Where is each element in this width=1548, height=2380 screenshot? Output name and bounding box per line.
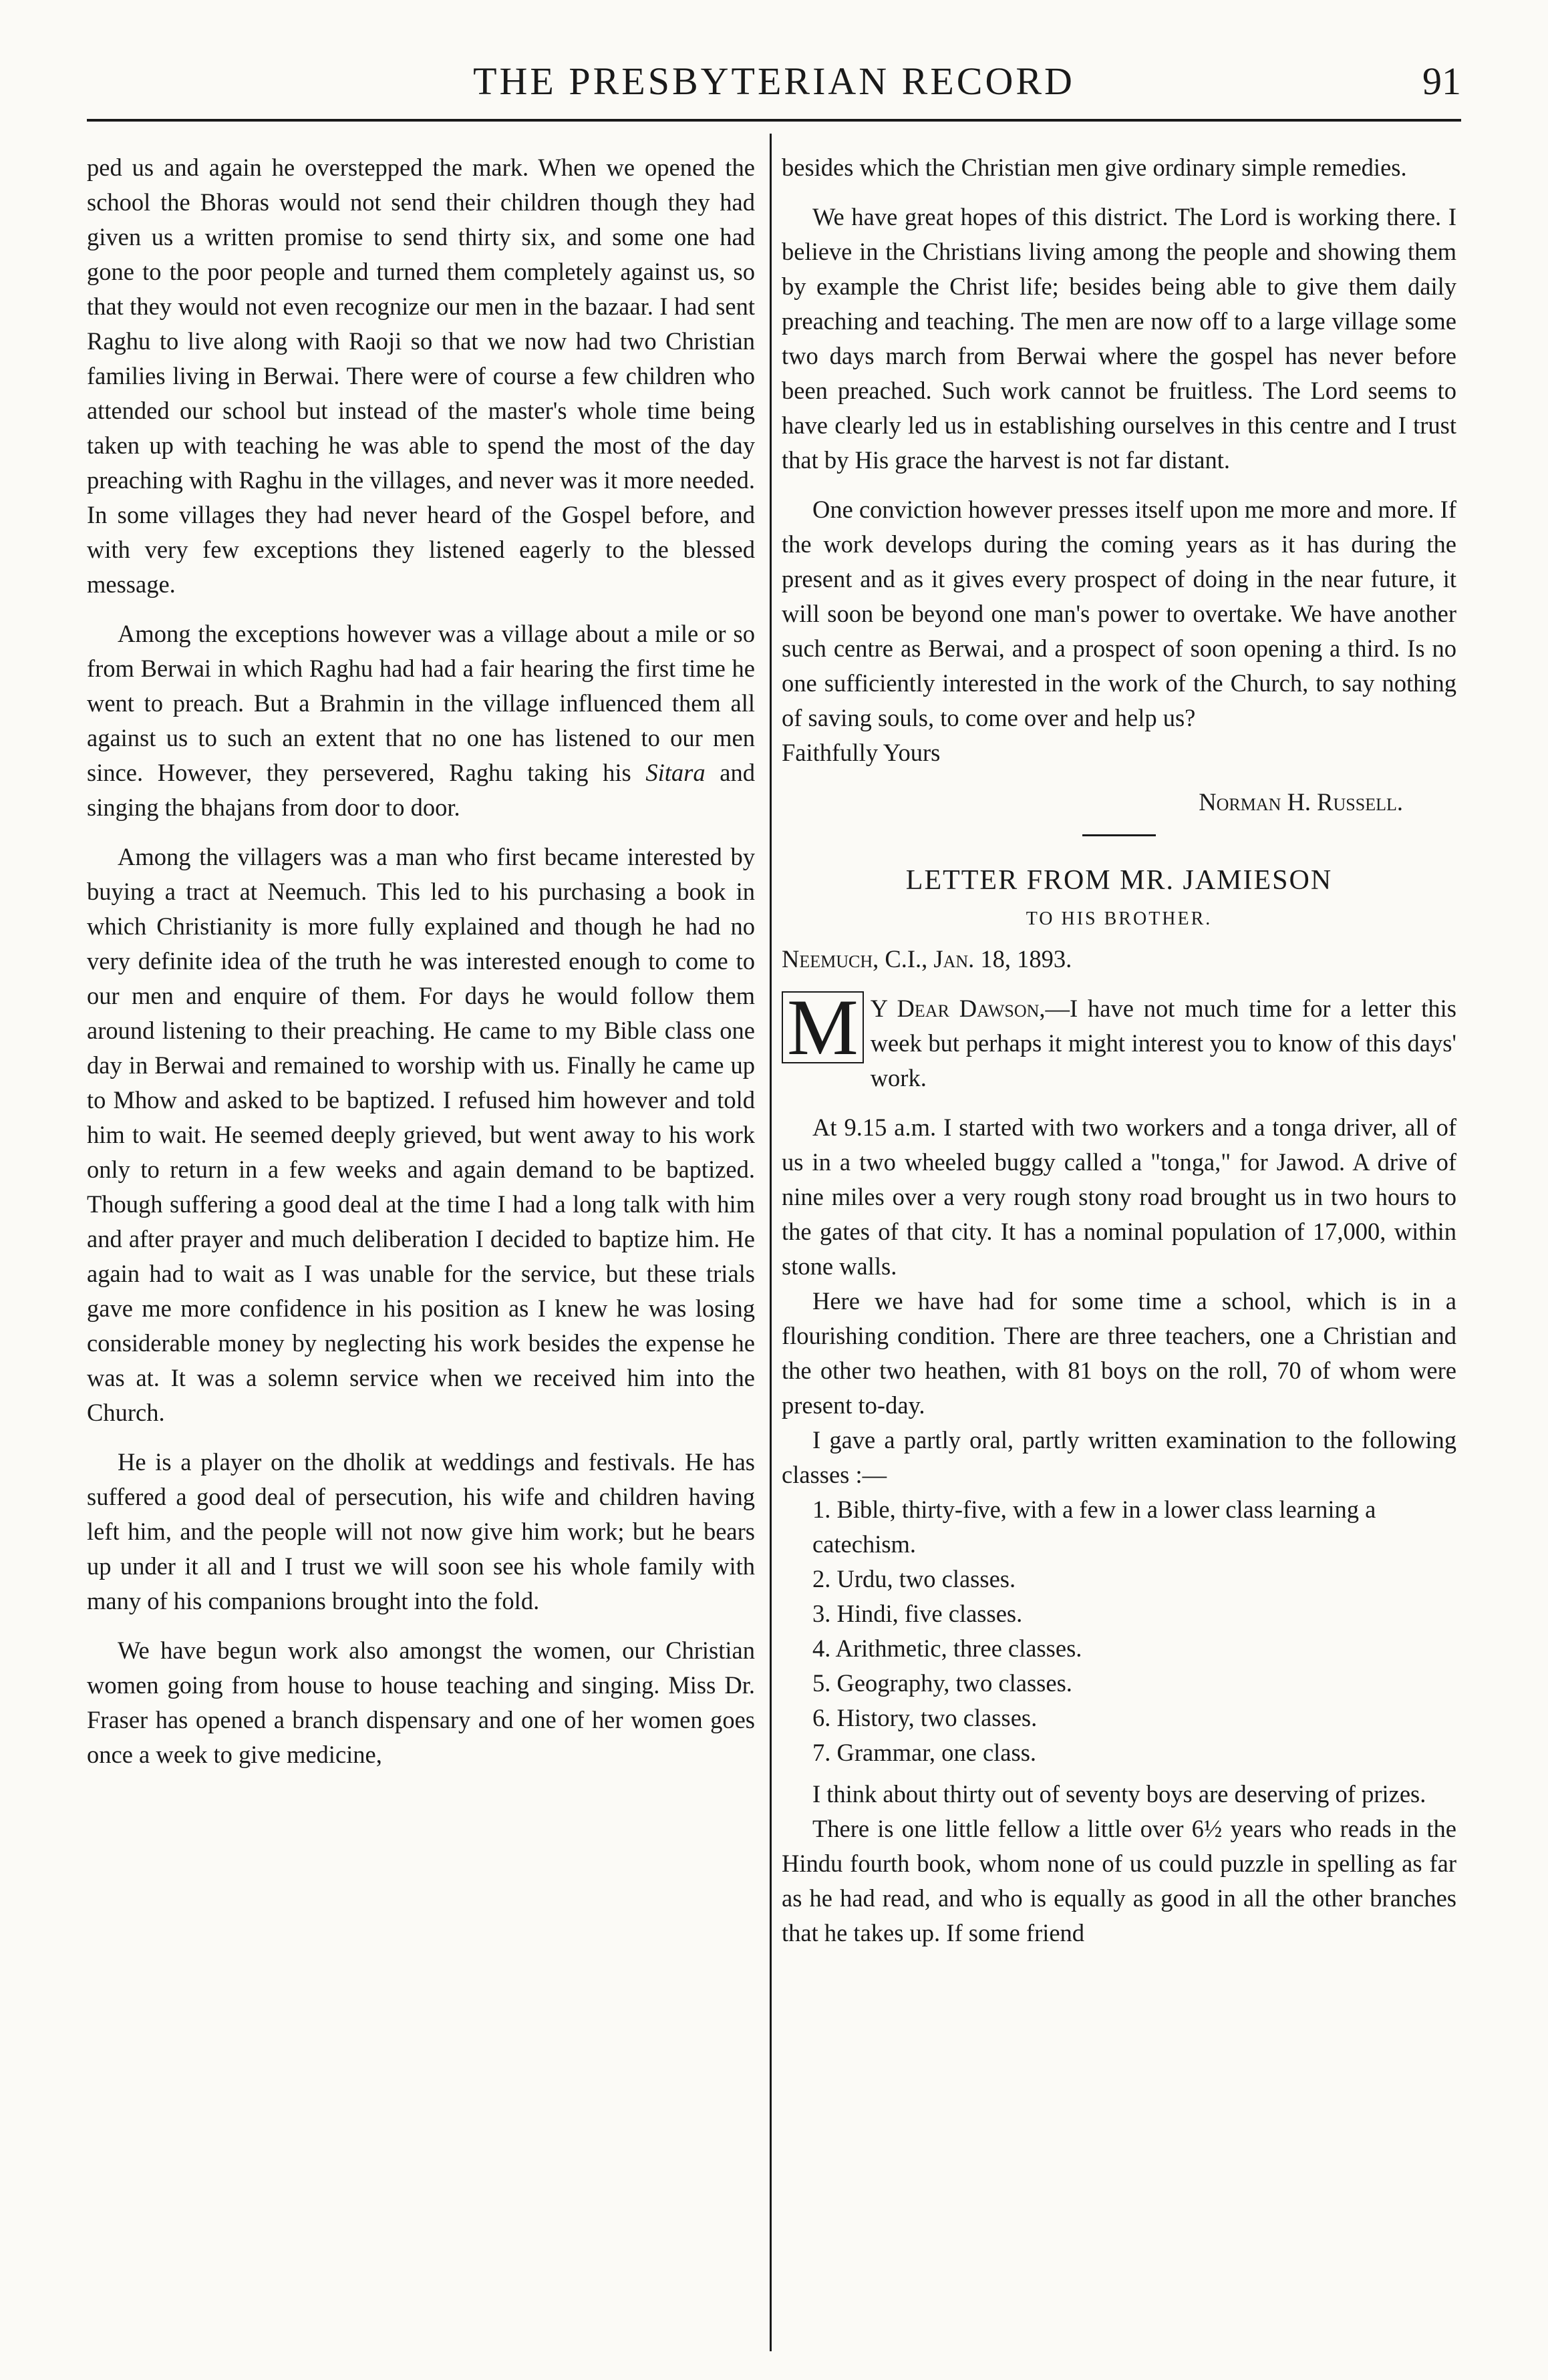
- letter-title: LETTER FROM MR. JAMIESON: [905, 865, 1333, 896]
- paragraph: We have great hopes of this district. The Lord is working there. I believe in the Christians living among the people and showing them by example the Christ life; besides being able to give them daily preaching and teaching. The men are now off to a large village some two days march from Berwai where the gospel has never before been preached. Such work cannot be fruitless. The Lord seems to have clearly led us in establishing ourselves in this centre and I trust that by His grace the harvest is not far distant.: [782, 203, 1456, 474]
- paragraph: Here we have had for some time a school, which is in a flourishing condition. There are three teachers, one a Christian and the other two heathen, with 81 boys on the roll, 70 of whom were present to-day.: [782, 1287, 1456, 1419]
- right-column: [782, 150, 1456, 1965]
- paragraph-text: Among the exceptions however was a village about a mile or so from Berwai in which Raghu had had a fair hearing the first time he went to preach. But a Brahmin in the village influenced them all against us to such an extent that no one has listened to our men since. However, they persevered, Raghu taking his: [87, 620, 755, 786]
- paragraph: I gave a partly oral, partly written examination to the following classes :—: [782, 1426, 1456, 1488]
- header-rule: [87, 119, 1461, 122]
- list-item: 1. Bible, thirty-five, with a few in a lower class learning a catechism.: [812, 1496, 1376, 1558]
- list-item: 7. Grammar, one class.: [812, 1739, 1037, 1766]
- paragraph-text: —I have not much time for a letter this week but perhaps it might interest you to know of this days' work.: [870, 995, 1456, 1091]
- section-divider: [1082, 834, 1156, 836]
- letter-subtitle: TO HIS BROTHER.: [1026, 908, 1213, 929]
- list-item: 6. History, two classes.: [812, 1704, 1038, 1731]
- paragraph: I think about thirty out of seventy boys are deserving of prizes.: [812, 1780, 1426, 1808]
- salutation: Y Dear Dawson,: [870, 995, 1046, 1022]
- page-number: 91: [1422, 59, 1461, 103]
- list-item: 5. Geography, two classes.: [812, 1669, 1072, 1697]
- list-item: 4. Arithmetic, three classes.: [812, 1635, 1082, 1662]
- dateline: Neemuch, C.I., Jan. 18, 1893.: [782, 945, 1072, 973]
- column-rule: [770, 134, 772, 2351]
- paragraph: Among the villagers was a man who first became interested by buying a tract at Neemuch. This led to his purchasing a book in which Christianity is more fully explained and though he had no very definite idea of the truth he was interested enough to come to our men and enquire of them. For days he would follow them around listening to their preaching. He came to my Bible class one day in Berwai and remained to worship with us. Finally he came up to Mhow and asked to be baptized. I refused him however and told him to wait. He seemed deeply grieved, but went away to his work only to return in a few weeks and again demand to be baptized. Though suffering a good deal at the time I had a long talk with him and after prayer and much deliberation I decided to baptize him. He again had to wait as I was unable for the service, but these trials gave me more confidence in his position as I knew he was losing considerable money by neglecting his work besides the expense he was at. It was a solemn service when we received him into the Church.: [87, 843, 755, 1426]
- paragraph: There is one little fellow a little over 6½ years who reads in the Hindu fourth book, whom none of us could puzzle in spelling as far as he had read, and who is equally as good in all the other branches that he takes up. If some friend: [782, 1815, 1456, 1946]
- page-header: [87, 59, 1461, 106]
- paragraph: [782, 983, 1456, 1095]
- paragraph-text: and singing the bhajans from door to door.: [87, 759, 756, 821]
- paragraph: We have begun work also amongst the women, our Christian women going from house to house teaching and singing. Miss Dr. Fraser has opened a branch dispensary and one of her women goes once a week to give medicine,: [87, 1637, 755, 1768]
- paragraph: At 9.15 a.m. I started with two workers and a tonga driver, all of us in a two wheeled buggy called a "tonga," for Jawod. A drive of nine miles over a very rough stony road brought us in two hours to the gates of that city. It has a nominal population of 17,000, within stone walls.: [782, 1114, 1456, 1280]
- left-column: [87, 150, 755, 1787]
- paragraph: One conviction however presses itself upon me more and more. If the work develops during the coming years as it has during the present and as it gives every prospect of doing in the near future, it will soon be beyond one man's power to overtake. We have another such centre as Berwai, and a prospect of soon opening a third. Is no one sufficiently interested in the work of the Church, to say nothing of saving souls, to come over and help us?: [782, 496, 1456, 731]
- dropcap: M: [782, 991, 864, 1063]
- publication-title: THE PRESBYTERIAN RECORD: [473, 59, 1075, 103]
- class-list: [782, 1492, 1456, 1770]
- paragraph: besides which the Christian men give ordinary simple remedies.: [782, 154, 1407, 181]
- paragraph: He is a player on the dholik at weddings and festivals. He has suffered a good deal of persecution, his wife and children having left him, and the people will not now give him work; but he bears up under it all and I trust we will soon see his whole family with many of his companions brought into the fold.: [87, 1448, 755, 1614]
- paragraph: ped us and again he overstepped the mark. When we opened the school the Bhoras would not send their children though they had given us a written promise to send thirty six, and some one had gone to the poor people and turned them completely against us, so that they would not even recognize our men in the bazaar. I had sent Raghu to live along with Raoji so that we now had two Christian families living in Berwai. There were of course a few children who attended our school but instead of the master's whole time being taken up with teaching he was able to spend the most of the day preaching with Raghu in the villages, and never was it more needed. In some villages they had never heard of the Gospel before, and with very few exceptions they listened eagerly to the blessed message.: [87, 154, 755, 598]
- paragraph: [87, 617, 755, 825]
- signature: Norman H. Russell.: [1199, 788, 1403, 816]
- list-item: 2. Urdu, two classes.: [812, 1565, 1016, 1592]
- list-item: 3. Hindi, five classes.: [812, 1600, 1023, 1627]
- italic-term: Sitara: [645, 759, 706, 786]
- closing: Faithfully Yours: [782, 739, 941, 766]
